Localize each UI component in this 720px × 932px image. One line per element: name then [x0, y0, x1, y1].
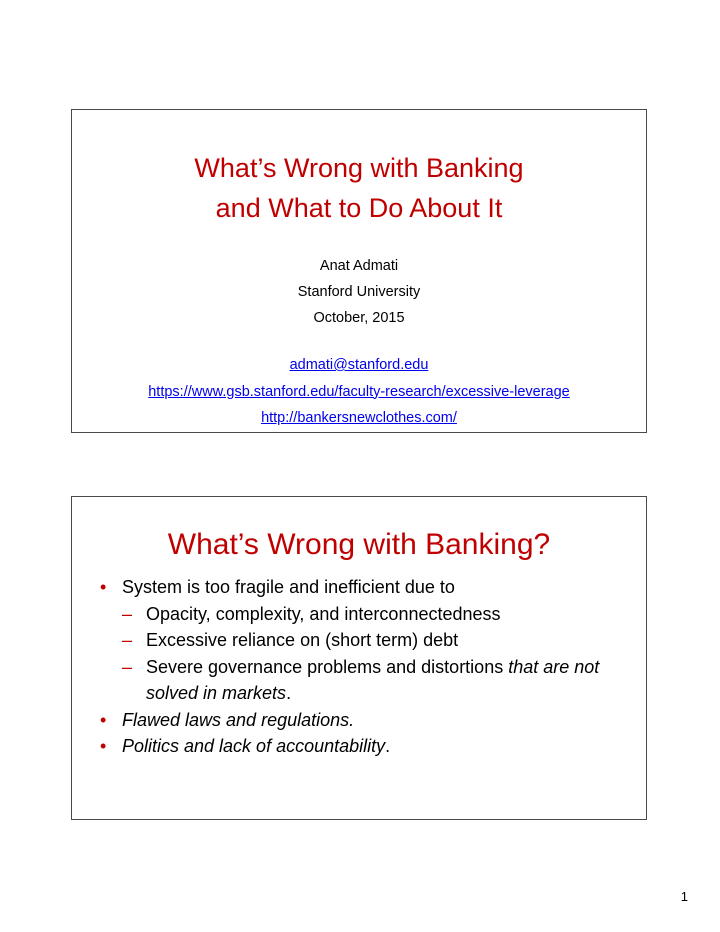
author-block — [72, 253, 646, 331]
sub-bullet-item — [122, 601, 640, 628]
institution: Stanford University — [297, 284, 421, 300]
bullet-text: System is too fragile and inefficient due to — [122, 577, 455, 597]
sub-bullet-item — [122, 654, 640, 707]
sub-bullet-text: Opacity, complexity, and interconnectedness — [146, 603, 501, 624]
bullet-item — [100, 733, 640, 760]
slide-2 — [71, 496, 647, 820]
dash-icon: – — [122, 630, 133, 650]
bullet-text: Politics and lack of accountability — [122, 736, 386, 756]
date: October, 2015 — [313, 310, 405, 326]
dash-icon: – — [122, 603, 133, 624]
sub-bullet-text: Severe governance problems and distortions — [146, 656, 509, 677]
title-line-2: and What to Do About It — [215, 193, 503, 223]
slide-1-title — [72, 148, 646, 228]
bullet-item — [100, 707, 640, 734]
dash-icon: – — [122, 656, 133, 677]
email-link[interactable]: admati@stanford.edu — [289, 357, 429, 373]
author-name: Anat Admati — [319, 258, 399, 274]
sub-bullet-list — [122, 601, 640, 707]
slide-1 — [71, 109, 647, 433]
sub-bullet-text: Excessive reliance on (short term) debt — [146, 630, 459, 650]
bankers-new-clothes-link[interactable]: http://bankersnewclothes.com/ — [261, 410, 457, 426]
links-block — [72, 352, 646, 432]
title-line-1: What’s Wrong with Banking — [194, 153, 524, 183]
bullet-item — [100, 574, 640, 707]
bullet-dot-icon: • — [100, 736, 107, 756]
sub-bullet-item — [122, 627, 640, 654]
bullet-list — [100, 574, 640, 760]
slide-2-title: What’s Wrong with Banking? — [167, 528, 551, 561]
bullet-period: . — [385, 736, 391, 756]
sub-bullet-period: . — [286, 683, 292, 703]
bullet-dot-icon: • — [100, 577, 107, 597]
bullet-dot-icon: • — [100, 709, 107, 730]
sub-bullet-italic-text: that are not solved in markets — [146, 656, 600, 703]
bullet-text: Flawed laws and regulations. — [122, 709, 355, 730]
page-number: 1 — [680, 889, 688, 904]
gsb-url-link[interactable]: https://www.gsb.stanford.edu/faculty-research/excessive-leverage — [148, 383, 570, 400]
